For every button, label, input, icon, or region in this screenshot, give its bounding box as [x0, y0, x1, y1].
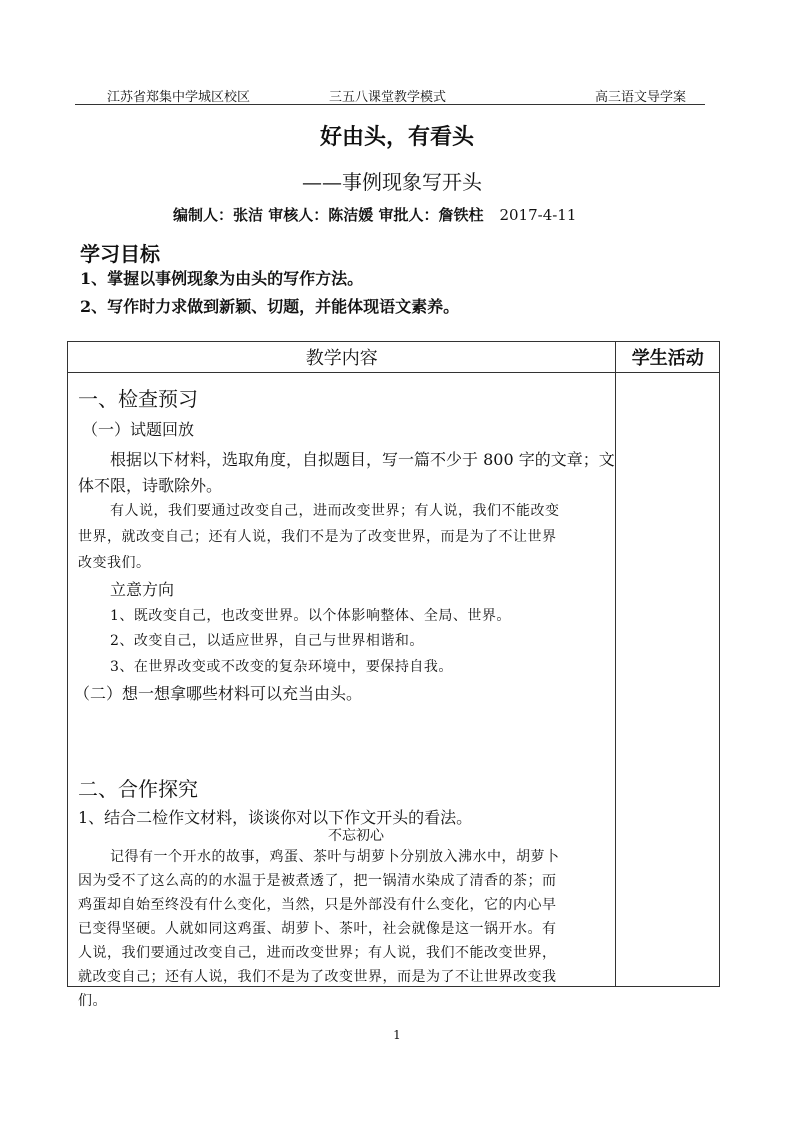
- essay-line: 人说，我们要通过改变自己，进而改变世界；有人说，我们不能改变世界，: [78, 945, 557, 961]
- intent-item: 1、既改变自己，也改变世界。以个体影响整体、全局、世界。: [110, 608, 511, 624]
- content-cell: [68, 373, 616, 1009]
- objective-item: 2、写作时力求做到新颖、切题，并能体现语文素养。: [80, 297, 460, 316]
- sub-heading: （一）试题回放: [82, 420, 195, 439]
- essay-line: 就改变自己；还有人说，我们不是为了改变世界，而是为了不让世界改变我: [78, 969, 557, 985]
- header-school: 江苏省郑集中学城区校区: [107, 90, 251, 105]
- intent-item: 2、改变自己，以适应世界，自己与世界相谐和。: [110, 633, 424, 649]
- material-line: 改变我们。: [78, 555, 151, 571]
- essay-title: 不忘初心: [328, 828, 384, 844]
- header-mode: 三五八课堂教学模式: [329, 90, 447, 105]
- intent-item: 3、在世界改变或不改变的复杂环境中，要保持自我。: [110, 659, 453, 675]
- intent-heading: 立意方向: [110, 580, 175, 599]
- col-header-activity: 学生活动: [616, 342, 720, 373]
- essay-line: 因为受不了这么高的的水温于是被煮透了，把一锅清水染成了清香的茶；而: [78, 873, 557, 889]
- prompt-line: 体不限，诗歌除外。: [78, 476, 223, 495]
- task-line: 1、结合二检作文材料，谈谈你对以下作文开头的看法。: [78, 808, 473, 827]
- material-line: 世界，就改变自己；还有人说，我们不是为了改变世界，而是为了不让世界: [78, 529, 557, 545]
- section-heading: 二、合作探究: [78, 777, 198, 801]
- page-header: [75, 86, 705, 105]
- section-heading: 一、检查预习: [78, 387, 198, 411]
- doc-title: 好由头，有看头: [319, 124, 474, 150]
- page-number: 1: [393, 1028, 401, 1042]
- prompt-line: 根据以下材料，选取角度，自拟题目，写一篇不少于 800 字的文章；文: [110, 450, 615, 469]
- col-header-content: 教学内容: [68, 342, 616, 373]
- sub-heading: （二）想一想拿哪些材料可以充当由头。: [74, 684, 363, 703]
- doc-meta: [173, 204, 576, 225]
- objective-item: 1、掌握以事例现象为由头的写作方法。: [80, 269, 364, 288]
- essay-line: 鸡蛋却自始至终没有什么变化，当然，只是外部没有什么变化，它的内心早: [78, 897, 557, 913]
- content-table: [67, 341, 720, 1009]
- credits: 编制人：张洁 审核人：陈洁媛 审批人：詹铁柱: [173, 206, 484, 224]
- doc-subtitle: ——事例现象写开头: [302, 170, 482, 194]
- objectives-heading: 学习目标: [80, 242, 160, 266]
- header-course: 高三语文导学案: [595, 90, 687, 105]
- material-line: 有人说，我们要通过改变自己，进而改变世界；有人说，我们不能改变: [110, 503, 560, 519]
- essay-line: 们。: [78, 993, 107, 1009]
- doc-date: 2017-4-11: [499, 206, 577, 224]
- essay-line: 已变得坚硬。人就如同这鸡蛋、胡萝卜、茶叶，社会就像是这一锅开水。有: [78, 921, 557, 937]
- student-activity-cell: [616, 373, 720, 987]
- essay-line: 记得有一个开水的故事，鸡蛋、茶叶与胡萝卜分别放入沸水中，胡萝卜: [110, 849, 560, 865]
